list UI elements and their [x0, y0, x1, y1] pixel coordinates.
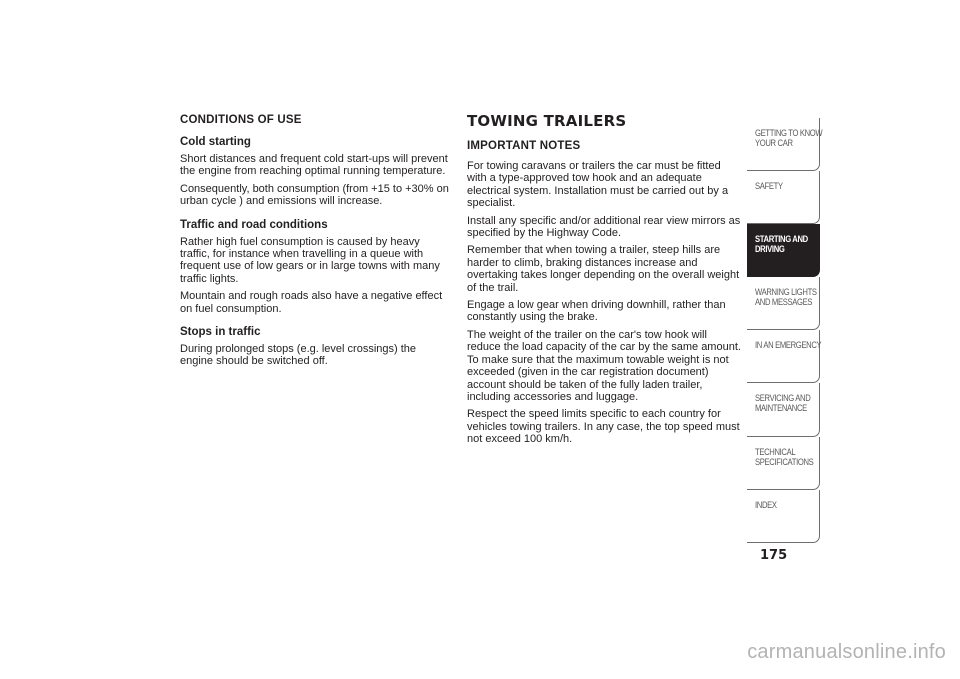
chapter-tab[interactable]	[747, 437, 820, 490]
chapter-tab-label: GETTING TO KNOW	[755, 128, 823, 138]
chapter-tab-label: SAFETY	[755, 181, 783, 192]
chapter-tabs	[747, 118, 823, 543]
right-paragraph: The weight of the trailer on the car's tow hook will reduce the load capacity of the car by the same amount. To make sure that the maximum towable weight is not exceeded (given in the car registration document) account should be taken of the fully laden trailer, including accessories and luggage.	[467, 328, 741, 403]
left-heading: Stops in traffic	[180, 326, 261, 339]
chapter-tab[interactable]	[747, 171, 820, 224]
left-heading: Traffic and road conditions	[180, 218, 328, 231]
left-paragraph: Rather high fuel consumption is caused by heavy traffic, for instance when travelling in a queue with frequent use of low gears or in large towns with many traffic lights.	[180, 235, 440, 285]
chapter-tab[interactable]	[747, 224, 820, 277]
right-paragraph: For towing caravans or trailers the car must be fitted with a type-approved tow hook and an adequate electrical system. Installation must be carried out by a specialist.	[467, 160, 729, 210]
chapter-tab-label: SPECIFICATIONS	[755, 456, 814, 467]
chapter-tab-label: WARNING LIGHTS	[755, 287, 817, 298]
chapter-tab[interactable]	[747, 490, 820, 543]
chapter-tab-label: YOUR CAR	[755, 138, 793, 148]
left-paragraph: Short distances and frequent cold start-ups will prevent the engine from reaching optimal running temperature.	[180, 153, 448, 178]
chapter-tab[interactable]	[747, 330, 820, 383]
page-number: 175	[760, 548, 788, 563]
right-paragraph: Remember that when towing a trailer, steep hills are harder to climb, braking distances increase and overtaking takes longer depending on the overall weight of the trail.	[467, 244, 740, 294]
section-title-conditions: CONDITIONS OF USE	[180, 114, 302, 126]
left-heading: Cold starting	[180, 136, 251, 148]
right-paragraph: Respect the speed limits specific to each country for vehicles towing trailers. In any case, the top speed must not exceed 100 km/h.	[467, 408, 740, 446]
watermark: carmanualsonline.info	[747, 641, 946, 663]
chapter-tab-label: IN AN EMERGENCY	[755, 340, 822, 351]
chapter-tab-label: AND MESSAGES	[755, 297, 813, 308]
chapter-tab-label: MAINTENANCE	[755, 403, 807, 414]
chapter-tab[interactable]	[747, 277, 820, 330]
section-title-towing: TOWING TRAILERS	[467, 112, 627, 130]
subtitle-important-notes: IMPORTANT NOTES	[467, 140, 581, 152]
chapter-tab[interactable]	[747, 383, 820, 436]
chapter-tab-label: STARTING AND	[755, 234, 808, 245]
chapter-tab-label: SERVICING AND	[755, 393, 811, 404]
chapter-tab-label: INDEX	[755, 499, 777, 510]
right-paragraph: Engage a low gear when driving downhill, rather than constantly using the brake.	[467, 299, 726, 324]
right-paragraph: Install any specific and/or additional rear view mirrors as specified by the Highway Code.	[467, 214, 741, 240]
right-column	[467, 112, 742, 451]
left-content	[180, 134, 452, 368]
chapter-tab[interactable]	[747, 118, 823, 171]
right-content	[467, 160, 742, 446]
left-paragraph: Consequently, both consumption (from +15 to +30% on urban cycle ) and emissions will increase.	[180, 182, 449, 208]
left-paragraph: Mountain and rough roads also have a negative effect on fuel consumption.	[180, 290, 443, 315]
chapter-tab-label: DRIVING	[755, 244, 785, 255]
chapter-tab-label: TECHNICAL	[755, 446, 796, 457]
left-column	[180, 112, 452, 373]
left-paragraph: During prolonged stops (e.g. level crossings) the engine should be switched off.	[180, 343, 417, 368]
